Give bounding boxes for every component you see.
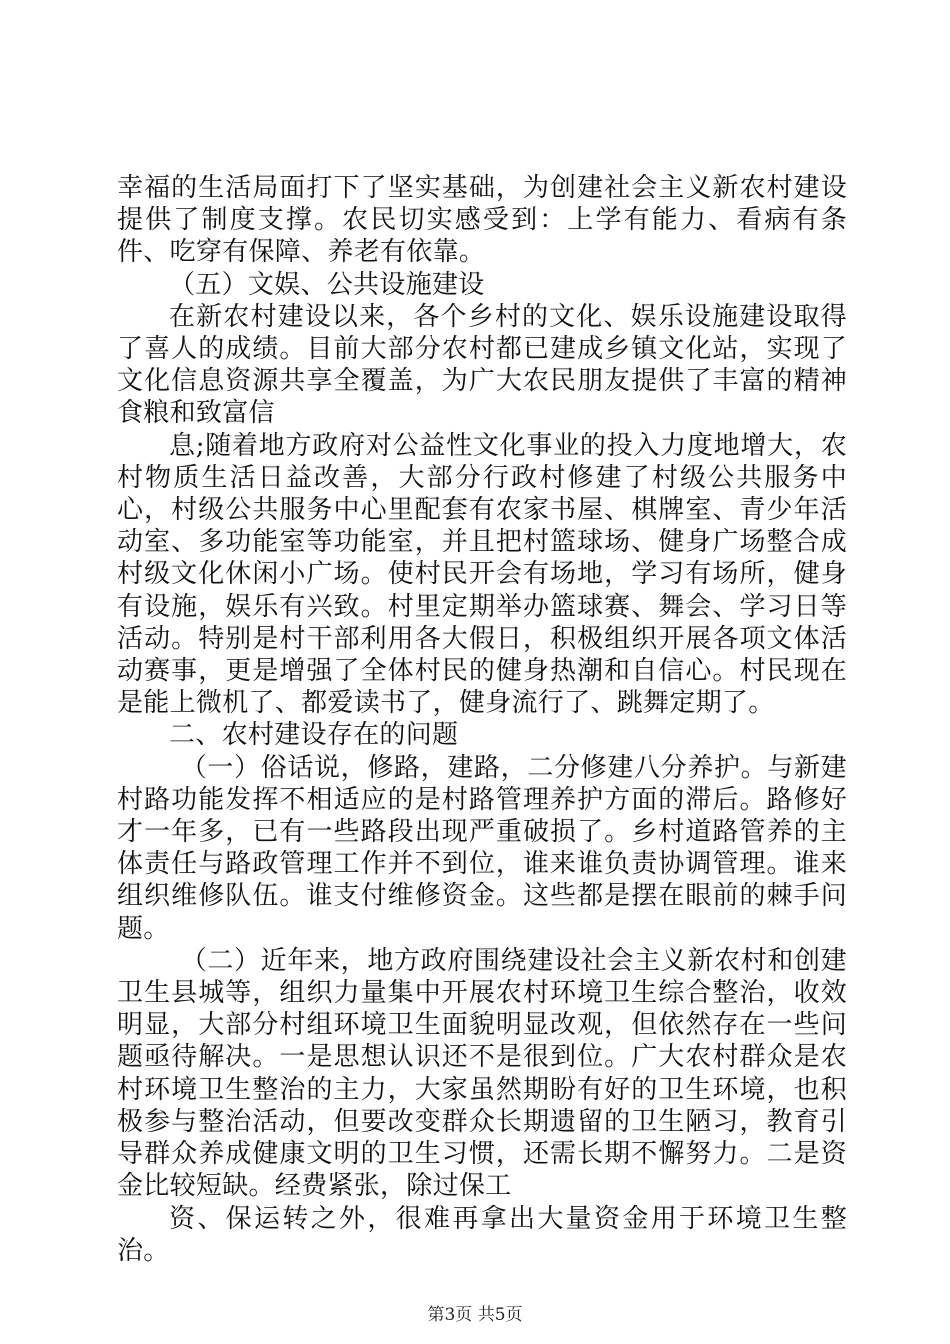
paragraph-continuation: 幸福的生活局面打下了坚实基础，为创建社会主义新农村建设提供了制度支撑。农民切实感受到：上学有能力、看病有条件、吃穿有保障、养老有依靠。	[117, 173, 847, 268]
paragraph-public-service-centers: 息;随着地方政府对公益性文化事业的投入力度地增大，农村物质生活日益改善，大部分行政村修建了村级公共服务中心，村级公共服务中心里配套有农家书屋、棋牌室、青少年活动室、多功能室等功能室，并且把村篮球场、健身广场整合成村级文化休闲小广场。使村民开会有场地，学习有场所，健身有设施，娱乐有兴致。村里定期举办篮球赛、舞会、学习日等活动。特别是村干部利用各大假日，积极组织开展各项文体活动赛事，更是增强了全体村民的健身热潮和自信心。村民现在是能上微机了、都爱读书了，健身流行了、跳舞定期了。	[117, 430, 847, 719]
section-heading-problems: 二、农村建设存在的问题	[169, 720, 459, 751]
section-heading-culture-facilities: （五）文娱、公共设施建设	[169, 269, 485, 300]
paragraph-funding-shortage: 资、保运转之外，很难再拿出大量资金用于环境卫生整治。	[117, 1203, 847, 1266]
page-number-footer: 第3页 共5页	[427, 1305, 523, 1325]
paragraph-environment-sanitation: （二）近年来，地方政府围绕建设社会主义新农村和创建卫生县城等，组织力量集中开展农村环境卫生综合整治，收效明显，大部分村组环境卫生面貌明显改观，但依然存在一些问题亟待解决。一是思想认识还不是很到位。广大农村群众是农村环境卫生整治的主力，大家虽然期盼有好的卫生环境，也积极参与整治活动，但要改变群众长期遗留的卫生陋习，教育引导群众养成健康文明的卫生习惯，还需长期不懈努力。二是资金比较短缺。经费紧张，除过保工	[117, 945, 847, 1202]
paragraph-road-maintenance: （一）俗话说，修路，建路，二分修建八分养护。与新建村路功能发挥不相适应的是村路管理养护方面的滞后。路修好才一年多，已有一些路段出现严重破损了。乡村道路管养的主体责任与路政管理工作并不到位，谁来谁负责协调管理。谁来组织维修队伍。谁支付维修资金。这些都是摆在眼前的棘手问题。	[117, 752, 847, 944]
document-body	[117, 172, 847, 1267]
paragraph-culture-achievements: 在新农村建设以来，各个乡村的文化、娱乐设施建设取得了喜人的成绩。目前大部分农村都已建成乡镇文化站，实现了文化信息资源共享全覆盖，为广大农民朋友提供了丰富的精神食粮和致富信	[117, 301, 847, 429]
